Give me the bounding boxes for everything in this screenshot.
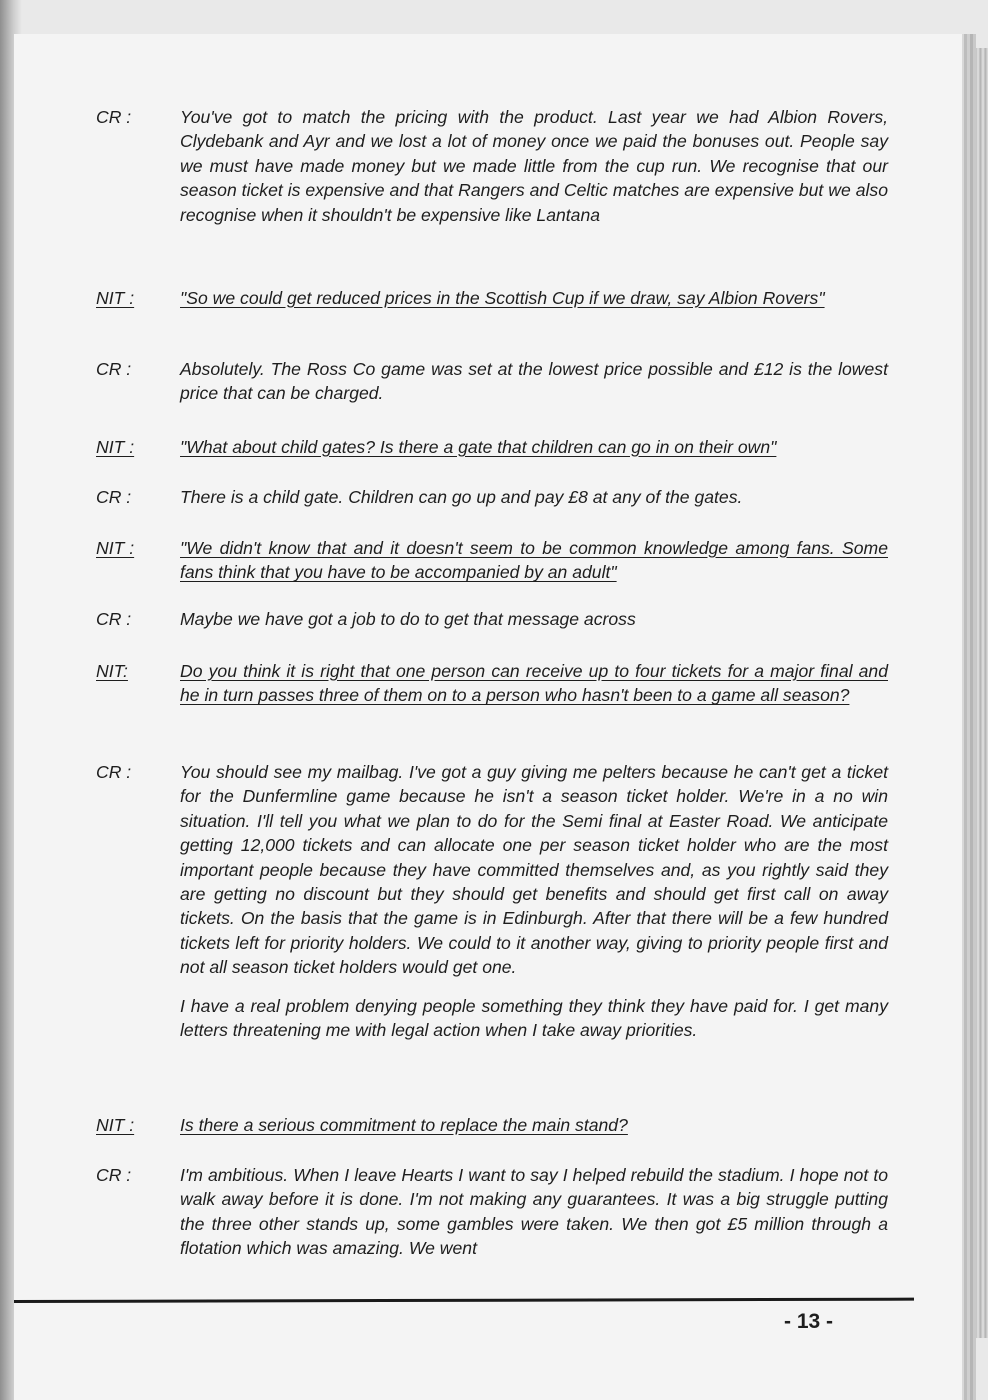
transcript-entry-cr — [96, 105, 888, 227]
transcript-entry-nit — [96, 659, 888, 708]
speaker-label: CR : — [96, 487, 132, 507]
transcript-entry-cr — [96, 357, 888, 406]
page-number: - 13 - — [784, 1310, 834, 1333]
transcript-entry-cr — [96, 607, 888, 631]
entry-question: "So we could get reduced prices in the Scottish Cup if we draw, say Albion Rovers" — [180, 288, 825, 308]
entry-text: I'm ambitious. When I leave Hearts I want to say I helped rebuild the stadium. I hope not to walk away before it is done. I'm not making any guarantees. It was a big struggle putting the three other stands up, some gambles were taken. We then got £5 million through a flotation which was amazing. We went — [180, 1165, 888, 1259]
speaker-label: NIT : — [96, 437, 135, 457]
entry-text: You should see my mailbag. I've got a guy giving me pelters because he can't get a ticket for the Dunfermline game because he isn't a season ticket holder. We're in a no win situation. I'll tell you what we plan to do for the Semi final at Easter Road. We anticipate getting 12,000 tickets and can allocate one per season ticket holder who are the most important people because they have committed themselves and, as you rightly said they are getting no discount but they should get benefits and should get first call on away tickets. On the basis that the game is in Edinburgh. After that there will be a few hundred tickets left for priority holders. We could to it another way, giving to priority people first and not all season ticket holders would get one. — [180, 762, 888, 978]
transcript-entry-nit — [96, 286, 888, 310]
speaker-label: CR : — [96, 359, 132, 379]
speaker-label: NIT : — [96, 538, 135, 558]
entry-text: There is a child gate. Children can go up and pay £8 at any of the gates. — [180, 487, 743, 507]
transcript-entry-nit — [96, 1113, 888, 1137]
transcript-entry-cr — [96, 1163, 888, 1261]
transcript-entry-cr — [96, 485, 888, 509]
page-stack-edge — [962, 48, 988, 1338]
speaker-label: CR : — [96, 107, 132, 127]
entry-question: Is there a serious commitment to replace the main stand? — [180, 1115, 628, 1135]
entry-text: Absolutely. The Ross Co game was set at the lowest price possible and £12 is the lowest price that can be charged. — [180, 359, 888, 404]
transcript-entry-nit — [96, 435, 888, 459]
speaker-label: CR : — [96, 1165, 132, 1185]
speaker-label: NIT : — [96, 1115, 135, 1135]
entry-text-continued: I have a real problem denying people something they think they have paid for. I get many letters threatening me with legal action when I take away priorities. — [180, 995, 888, 1041]
transcript-entry-nit — [96, 536, 888, 585]
speaker-label: CR : — [96, 762, 132, 782]
entry-text: You've got to match the pricing with the product. Last year we had Albion Rovers, Clydebank and Ayr and we lost a lot of money once we paid the bonuses out. People say we must have made money but we made little from the cup run. We recognise that our season ticket is expensive and that Rangers and Celtic matches are expensive but we also recognise when it shouldn't be expensive like Lantana — [180, 107, 888, 225]
speaker-label: NIT : — [96, 288, 135, 308]
entry-question: Do you think it is right that one person can receive up to four tickets for a major final and he in turn passes three of them on to a person who hasn't been to a game all season? — [180, 661, 888, 706]
transcript-entry-cr — [96, 760, 888, 1042]
entry-question: "What about child gates? Is there a gate that children can go in on their own" — [180, 437, 777, 457]
entry-question: "We didn't know that and it doesn't seem to be common knowledge among fans. Some fans think that you have to be accompanied by an adult" — [180, 538, 888, 583]
speaker-label: CR : — [96, 609, 132, 629]
speaker-label: NIT: — [96, 661, 128, 681]
entry-text: Maybe we have got a job to do to get that message across — [180, 609, 636, 629]
